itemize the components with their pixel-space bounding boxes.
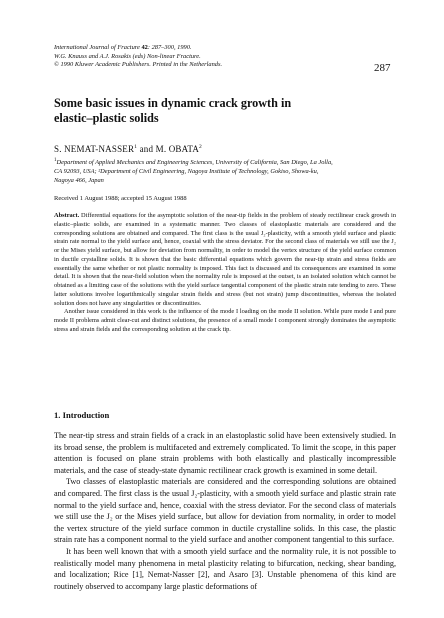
abstract-label: Abstract. [54,212,80,219]
author-line [54,144,202,154]
journal-name: International Journal of Fracture [54,44,140,51]
abstract [54,212,396,335]
journal-line [54,44,354,53]
editors-line: W.G. Knauss and A.J. Rosakis (eds) Non-linear Fracture. [54,52,201,60]
affiliation-line-2: CA 92093, USA; ²Department of Civil Engineering, Nagoya Institute of Technology, Gokiso, Showa-ku, [54,167,319,175]
page-number: 287 [374,62,391,74]
paper-title [54,96,384,126]
affiliation-line-3: Nagoya 466, Japan [54,176,104,184]
affiliation-text-1: Department of Applied Mechanics and Engineering Sciences, University of California, San Diego, La Jolla, [56,159,333,167]
abstract-paragraph-2: Another issue considered in this work is the influence of the mode I loading on the mode II solution. While pure mode I and pure mode II problems admit clear-cut and distinct solutions, the presence of a small mode I component strongly dominates the asymptotic stress and strain fields and the corresponding solution at the crack tip. [54,308,396,333]
author-1: S. NEMAT-NASSER [54,144,135,154]
body-paragraph-3: It has been well known that with a smooth yield surface and the normality rule, it is not possible to realistically model many phenomena in metal plasticity relating to bifurcation, necking, shear banding, and localization; Rice [1], Nemat-Nasser [2], and Asaro [3]. Unstable phenomena of this kind are routinely observed to accompany large plastic deformations of [54,546,396,591]
journal-volume: 42 [141,44,148,51]
body-paragraph-2: Two classes of elastoplastic materials are considered and the corresponding solutions are obtained and compared. The first class is the usual J₂-plasticity, with a smooth yield surface and plastic strain rate normal to the yield surface and, hence, coaxial with the stress deviator. For the second class of materials we still use the J₂ or the Mises yield surface, but allow for deviation from normality, in order to model the vertex structure of the yield surface common in ductile crystalline solids. In this case, the plastic strain rate has a component normal to the yield surface and another component tangential to this surface. [54,477,396,545]
affiliations [54,157,394,186]
author-1-mark: 1 [134,144,138,150]
section-heading: 1. Introduction [54,410,110,420]
received-dates: Received 1 August 1988; accepted 15 August 1988 [54,195,187,202]
abstract-paragraph-1 [54,212,396,308]
author-2: and M. OBATA [137,144,200,154]
journal-pages: : 287–300, 1990. [147,44,192,51]
title-line-1: Some basic issues in dynamic crack growth in [54,96,292,110]
body-paragraph-1: The near-tip stress and strain fields of a crack in an elastoplastic solid have been extensively studied. In its broad sense, the problem is multifaceted and extremely complicated. To limit the scope, in this paper attention is focused on plane strain problems with both elastically and plastically incompressible materials, and the case of steady-state dynamic rectilinear crack growth is examined in some detail. [54,431,396,475]
author-2-mark: 2 [199,144,202,150]
copyright-line: © 1990 Kluwer Academic Publishers. Printed in the Netherlands. [54,61,223,69]
journal-citation [54,44,354,70]
abstract-text-1: Differential equations for the asymptotic solution of the near-tip fields in the problem of steady rectilinear crack growth in elastic–plastic solids, are examined in a systematic manner. Two classes of elastoplastic materials are considered and the corresponding solutions are obtained and compared. The first class is the usual J₂-plasticity, with a smooth yield surface and plastic strain rate normal to the yield surface and, hence, coaxial with the stress deviator. For the second class of materials we still use the J₂ or the Mises yield surface, but allow for deviation from normality, in order to model the vertex structure of the yield surface common in ductile crystalline solids. It is shown that the basic differential equations which govern the near-tip strain and stress fields are essentially the same whether or not plastic normality is imposed. This fact is discussed and its consequences are examined in some detail. It is shown that the near-field solution when the normality rule is imposed at the outset, is an isolated solution which cannot be obtained as a limiting case of the solutions with the yield surface tangential component of the plastic strain rate tending to zero. These latter solutions involve logarithmically singular strain fields and stress (but not strain) jump discontinuities, whereas the isolated solution does not have any singularities or discontinuities. [54,212,396,307]
affiliation-line-1: $^1$Department of Applied Mechanics and Engineering Sciences, University of California, San Diego, La Jolla, [54,158,333,167]
body-text [54,430,396,592]
title-line-2: elastic–plastic solids [54,111,159,125]
